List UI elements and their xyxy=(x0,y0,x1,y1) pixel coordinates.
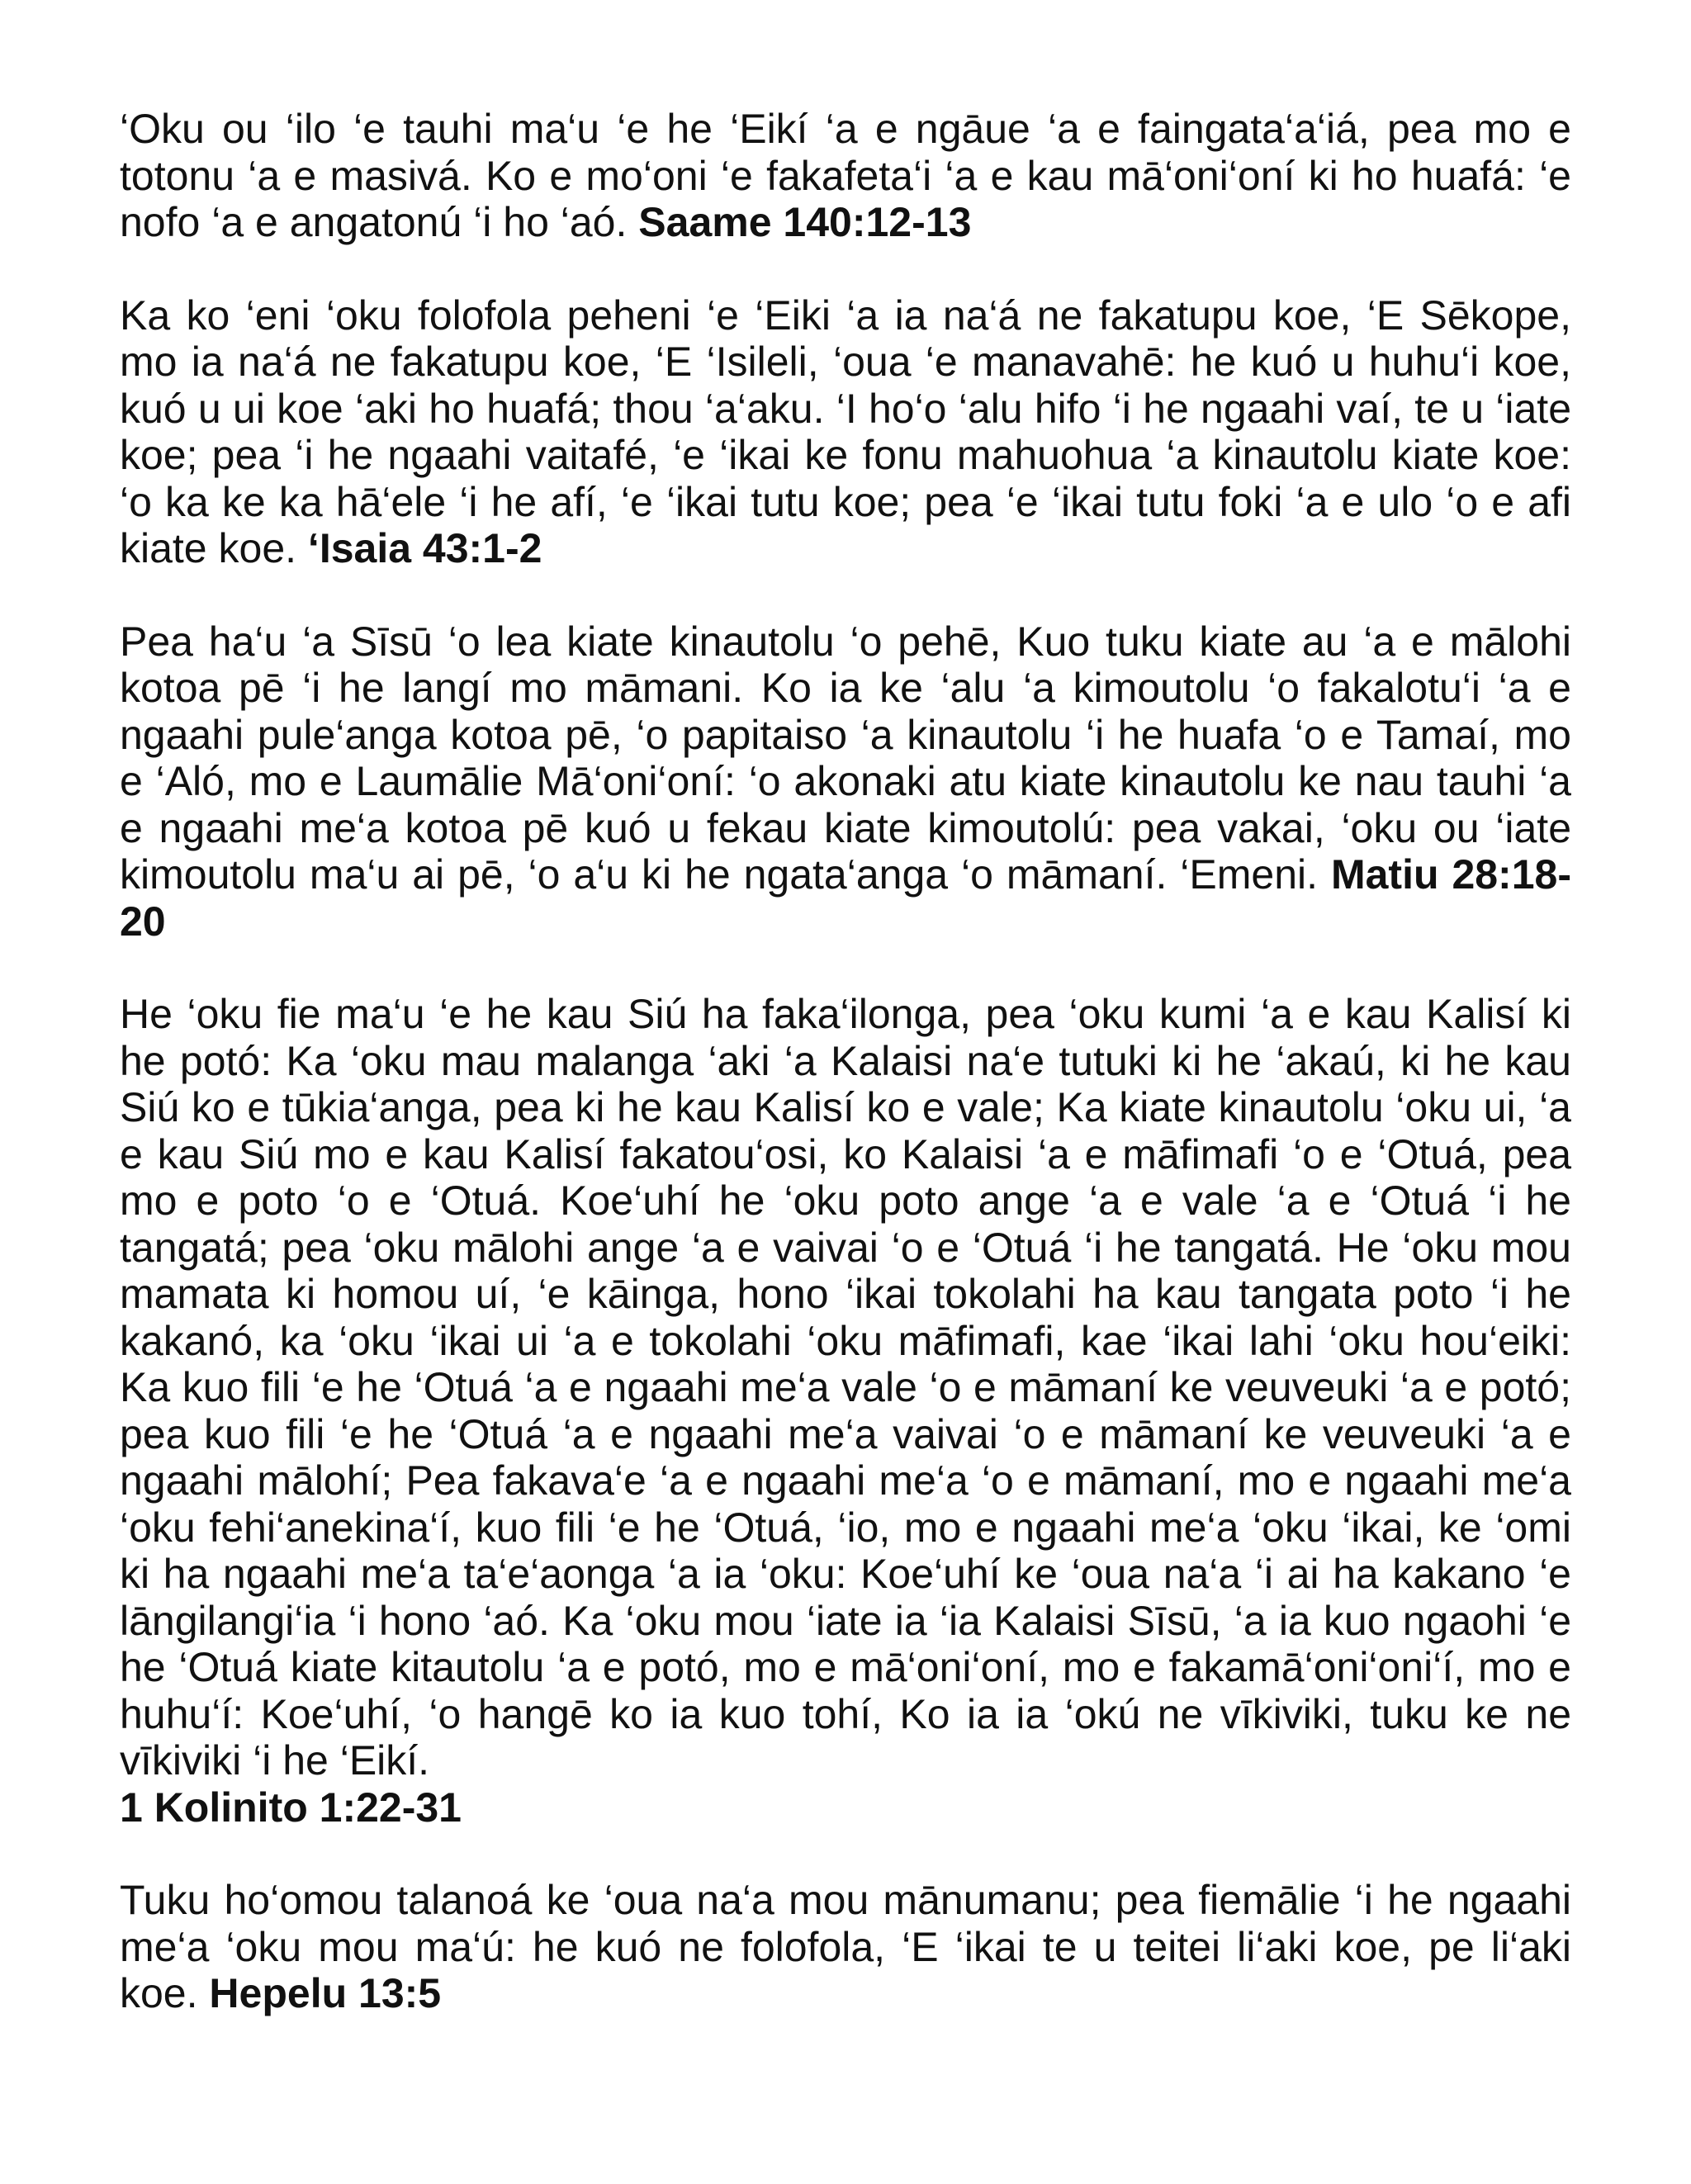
passage-hebrews xyxy=(120,1877,1571,2017)
passage-text: Ka ko ‘eni ‘oku folofola peheni ‘e ‘Eiki ‘a ia na‘á ne fakatupu koe, ‘E Sēkope, mo ia na‘á ne fakatupu koe, ‘E ‘Isileli, ‘oua ‘e manavahē: he kuó u huhu‘i koe, kuó u ui koe ‘aki ho huafá; thou ‘a‘aku. ‘I ho‘o ‘alu hifo ‘i he ngaahi vaí, te u ‘iate koe; pea ‘i he ngaahi vaitafé, ‘e ‘ikai ke fonu mahuohua ‘a kinautolu kiate koe: ‘o ka ke ka hā‘ele ‘i he afí, ‘e ‘ikai tutu koe; pea ‘e ‘ikai tutu foki ‘a e ulo ‘o e afi kiate koe. xyxy=(120,291,1571,571)
passage-reference: ‘Isaia 43:1-2 xyxy=(307,525,542,571)
passage-text: Tuku ho‘omou talanoá ke ‘oua na‘a mou mānumanu; pea fiemālie ‘i he ngaahi me‘a ‘oku mou ma‘ú: he kuó ne folofola, ‘E ‘ikai te u teitei li‘aki koe, pe li‘aki koe. xyxy=(120,1877,1571,2016)
passage-psalm xyxy=(120,106,1571,246)
passage-reference: Saame 140:12-13 xyxy=(638,199,972,245)
passage-matthew xyxy=(120,618,1571,945)
scripture-page xyxy=(120,106,1571,2063)
passage-isaiah xyxy=(120,292,1571,572)
passage-reference: 1 Kolinito 1:22-31 xyxy=(120,1784,462,1831)
passage-text: ‘Oku ou ‘ilo ‘e tauhi ma‘u ‘e he ‘Eikí ‘a e ngāue ‘a e faingata‘a‘iá, pea mo e totonu ‘a e masivá. Ko e mo‘oni ‘e fakafeta‘i ‘a e kau mā‘oni‘oní ki ho huafá: ‘e nofo ‘a e angatonú ‘i ho ‘aó. xyxy=(120,106,1571,245)
passage-text: Pea ha‘u ‘a Sīsū ‘o lea kiate kinautolu ‘o pehē, Kuo tuku kiate au ‘a e mālohi kotoa pē ‘i he langí mo māmani. Ko ia ke ‘alu ‘a kimoutolu ‘o fakalotu‘i ‘a e ngaahi pule‘anga kotoa pē, ‘o papitaiso ‘a kinautolu ‘i he huafa ‘o e Tamaí, mo e ‘Aló, mo e Laumālie Mā‘oni‘oní: ‘o akonaki atu kiate kinautolu ke nau tauhi ‘a e ngaahi me‘a kotoa pē kuó u fekau kiate kimoutolú: pea vakai, ‘oku ou ‘iate kimoutolu ma‘u ai pē, ‘o a‘u ki he ngata‘anga ‘o māmaní. ‘Emeni. xyxy=(120,618,1571,898)
passage-reference: Matiu 28:18-20 xyxy=(120,851,1571,945)
passage-corinthians xyxy=(120,991,1571,1831)
passage-text: He ‘oku fie ma‘u ‘e he kau Siú ha faka‘ilonga, pea ‘oku kumi ‘a e kau Kalisí ki he potó: Ka ‘oku mau malanga ‘aki ‘a Kalaisi na‘e tutuki ki he ‘akaú, ki he kau Siú ko e tūkia‘anga, pea ki he kau Kalisí ko e vale; Ka kiate kinautolu ‘oku ui, ‘a e kau Siú mo e kau Kalisí fakatou‘osi, ko Kalaisi ‘a e māfimafi ‘o e ‘Otuá, pea mo e poto ‘o e ‘Otuá. Koe‘uhí he ‘oku poto ange ‘a e vale ‘a e ‘Otuá ‘i he tangatá; pea ‘oku mālohi ange ‘a e vaivai ‘o e ‘Otuá ‘i he tangatá. He ‘oku mou mamata ki homou uí, ‘e kāinga, hono ‘ikai tokolahi ha kau tangata poto ‘i he kakanó, ka ‘oku ‘ikai ui ‘a e tokolahi ‘oku māfimafi, kae ‘ikai lahi ‘oku hou‘eiki: Ka kuo fili ‘e he ‘Otuá ‘a e ngaahi me‘a vale ‘o e māmaní ke veuveuki ‘a e potó; pea kuo fili ‘e he ‘Otuá ‘a e ngaahi me‘a vaivai ‘o e māmaní ke veuveuki ‘a e ngaahi mālohí; Pea fakava‘e ‘a e ngaahi me‘a ‘o e māmaní, mo e ngaahi me‘a ‘oku fehi‘anekina‘í, kuo fili ‘e he ‘Otuá, ‘io, mo e ngaahi me‘a ‘oku ‘ikai, ke ‘omi ki ha ngaahi me‘a ta‘e‘aonga ‘a ia ‘oku: Koe‘uhí ke ‘oua na‘a ‘i ai ha kakano ‘e lāngilangi‘ia ‘i hono ‘aó. Ka ‘oku mou ‘iate ia ‘ia Kalaisi Sīsū, ‘a ia kuo ngaohi ‘e he ‘Otuá kiate kitautolu ‘a e potó, mo e mā‘oni‘oní, mo e fakamā‘oni‘oni‘í, mo e huhu‘í: Koe‘uhí, ‘o hangē ko ia kuo tohí, Ko ia ia ‘okú ne vīkiviki, tuku ke ne vīkiviki ‘i he ‘Eikí. xyxy=(120,991,1571,1784)
passage-reference: Hepelu 13:5 xyxy=(209,1970,442,2016)
